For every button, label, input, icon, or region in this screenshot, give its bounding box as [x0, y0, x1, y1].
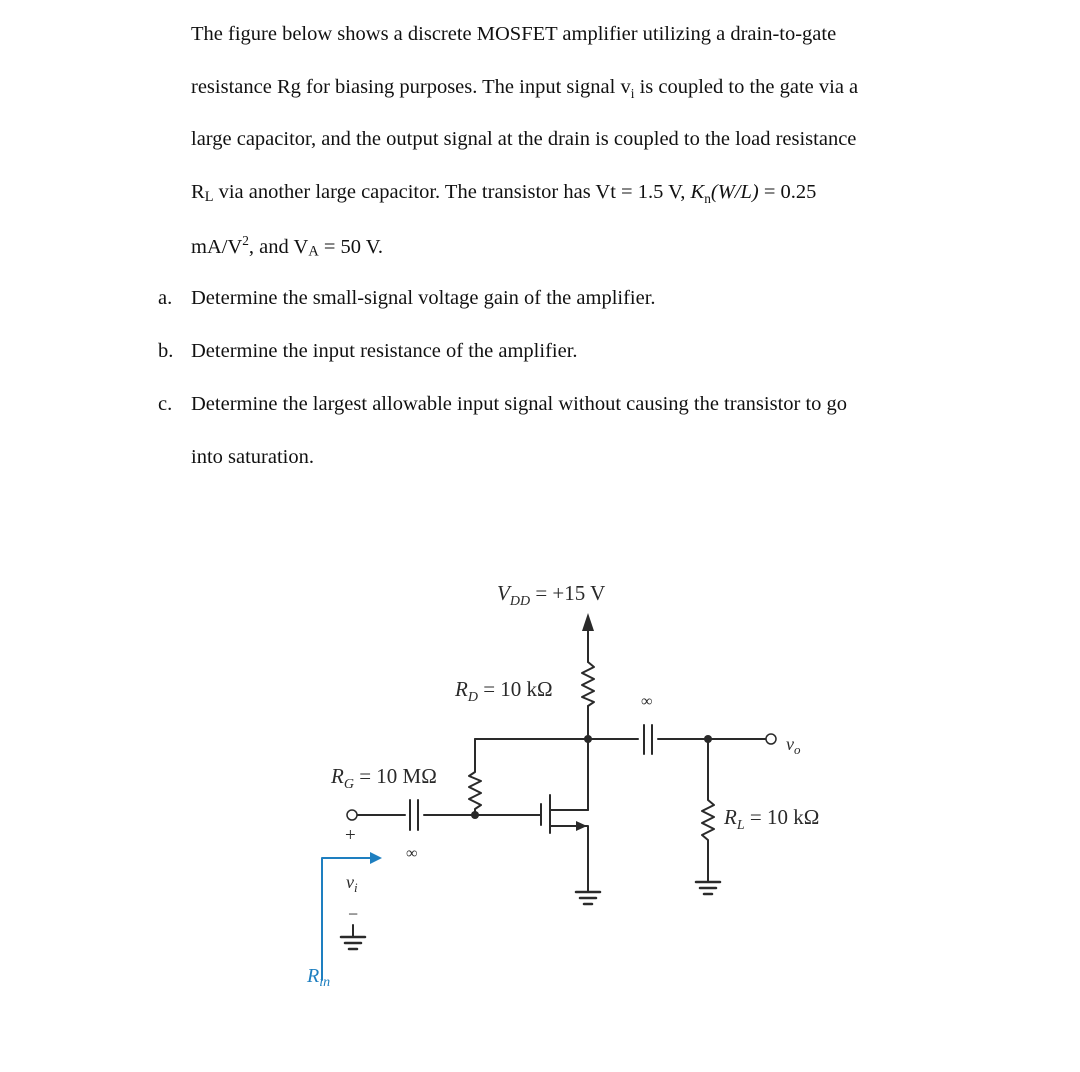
junction-output: [704, 735, 712, 743]
item-a-letter: a.: [158, 287, 173, 309]
ground-symbols: [341, 882, 720, 949]
intro-line-1: The figure below shows a discrete MOSFET amplifier utilizing a drain-to-gate: [191, 23, 837, 45]
va-text: , and V: [248, 235, 309, 258]
intro-line-2-text-end: is coupled to the gate via a: [634, 76, 859, 98]
input-cap-infinity: ∞: [406, 845, 418, 862]
source-stub: [550, 826, 588, 892]
unit-text: mA/V: [191, 235, 243, 258]
ground-input: [341, 937, 365, 949]
plus-sign: +: [345, 825, 356, 846]
junction-gate: [471, 811, 479, 819]
rl-label: $R_L = 10$ kΩ: [724, 805, 820, 833]
intro-line-2-text: resistance Rg for biasing purposes. The input signal v: [191, 76, 631, 98]
item-a-text: Determine the small-signal voltage gain of the amplifier.: [191, 287, 656, 309]
item-c-text: Determine the largest allowable input signal without causing the transistor to go: [191, 393, 848, 415]
rin-arrowhead: [370, 852, 382, 864]
output-terminal: [766, 734, 776, 744]
intro-line-4-text: via another large capacitor. The transistor has Vt = 1.5 V,: [213, 181, 691, 203]
junction-drain: [584, 735, 592, 743]
minus-sign: −: [348, 904, 359, 924]
vi-label: $v_i$: [346, 872, 358, 895]
va-subscript: A: [308, 243, 319, 260]
rl-subscript: L: [204, 188, 214, 205]
rl-resistor: [702, 739, 714, 882]
item-c-letter: c.: [158, 393, 173, 415]
rin-label: $R_{in}$: [307, 965, 331, 990]
unit-superscript: 2: [242, 233, 249, 248]
vdd-arrowhead: [582, 613, 594, 631]
kn-subscript: n: [704, 191, 711, 207]
rg-resistor: [469, 739, 481, 815]
output-cap-infinity: ∞: [641, 693, 653, 710]
item-b-letter: b.: [158, 340, 174, 362]
ground-source: [576, 892, 600, 904]
vdd-label: $V_{DD} = +15$ V: [497, 581, 606, 609]
item-b-text: Determine the input resistance of the amplifier.: [191, 340, 578, 362]
rg-label: $R_G = 10$ MΩ: [331, 764, 437, 792]
rd-resistor: [582, 662, 594, 706]
vi-subscript: i: [630, 86, 635, 102]
intro-line-3: large capacitor, and the output signal at the drain is coupled to the load resistance: [191, 128, 857, 150]
ground-load: [696, 882, 720, 894]
w-over-l: (W/L): [710, 181, 759, 203]
input-terminal: [347, 810, 357, 820]
kn-value: = 0.25: [758, 181, 817, 203]
kn-symbol: K: [690, 181, 705, 203]
vo-label: $v_o$: [786, 734, 801, 757]
va-value: = 50 V.: [318, 235, 384, 258]
rd-label: $R_D = 10$ kΩ: [455, 677, 553, 705]
item-c-text-continued: into saturation.: [191, 446, 314, 468]
rl-symbol: R: [191, 181, 205, 203]
source-arrowhead: [576, 821, 587, 831]
